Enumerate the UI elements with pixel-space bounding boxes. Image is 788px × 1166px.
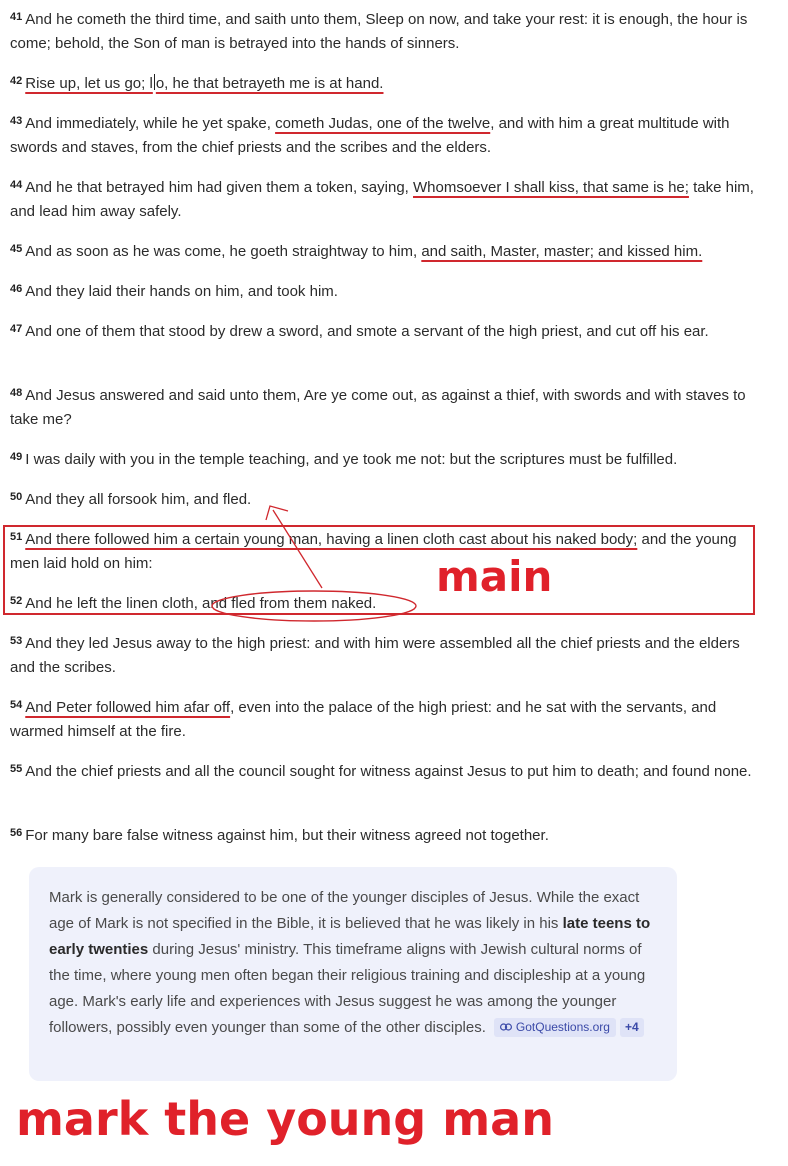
- verse-number: 49: [10, 451, 23, 463]
- circled-text: and fled from them naked.: [202, 595, 377, 612]
- ai-summary-text: [49, 885, 657, 1041]
- verse-text: , and with him a great multitude with swords and staves, from the chief priests and the scribes and the elders.: [10, 115, 730, 156]
- ai-summary-card: [29, 867, 677, 1081]
- verse-text: And he left the linen cloth,: [25, 595, 203, 612]
- verse-text: I was daily with you in the temple teaching, and ye took me not: but the scriptures must be fulfilled.: [25, 451, 678, 468]
- underlined-text: and saith, Master, master; and kissed him.: [421, 243, 703, 260]
- verse-text: For many bare false witness against him, but their witness agreed not together.: [25, 827, 549, 844]
- verse-47: [10, 320, 760, 344]
- underlined-text: cometh Judas, one of the twelve: [275, 115, 491, 132]
- source-label: GotQuestions.org: [515, 1019, 610, 1034]
- verse-text: And he that betrayed him had given them a token, saying,: [25, 179, 413, 196]
- ai-summary-text-part: Mark is generally considered to be one of the younger disciples of Jesus. While the exact age of Mark is not specified in the Bible, it is believed that he was likely in his: [49, 889, 640, 932]
- verse-number: 44: [10, 179, 23, 191]
- ai-summary-text-part: during Jesus' ministry. This timeframe aligns with Jewish cultural norms of the time, where young men often began their religious training and discipleship at a young age. Mark's early life and experiences with Jesus suggest he was among the younger followers, possibly even younger than some of the other disciples.: [49, 941, 646, 1036]
- verse-49: [10, 448, 760, 472]
- ai-summary-bold: late teens to early twenties: [49, 915, 651, 958]
- more-sources-chip[interactable]: +4: [620, 1018, 644, 1037]
- verse-number: 54: [10, 699, 23, 711]
- annotation-main-label: main: [436, 552, 553, 601]
- verse-text: And as soon as he was come, he goeth straightway to him,: [25, 243, 422, 260]
- verse-text: take him, and lead him away safely.: [10, 179, 754, 220]
- verse-41: [10, 8, 760, 56]
- verse-44: [10, 176, 760, 224]
- verse-text: , even into the palace of the high priest: and he sat with the servants, and warmed himself at the fire.: [10, 699, 717, 740]
- verse-number: 56: [10, 827, 23, 839]
- verse-number: 51: [10, 531, 23, 543]
- verse-text: And immediately, while he yet spake,: [25, 115, 276, 132]
- verse-number: 50: [10, 491, 23, 503]
- verse-43: [10, 112, 760, 160]
- verse-42: [10, 72, 760, 96]
- verse-text: And they all forsook him, and fled.: [25, 491, 252, 508]
- underlined-text: And there followed him a certain young man, having a linen cloth cast about his naked body;: [25, 531, 638, 548]
- verse-56: [10, 824, 760, 848]
- verse-text: And they laid their hands on him, and took him.: [25, 283, 338, 300]
- verse-text: And the chief priests and all the council sought for witness against Jesus to put him to death; and found none.: [25, 763, 752, 780]
- link-icon: [500, 1023, 512, 1031]
- verse-text: And they led Jesus away to the high priest: and with him were assembled all the chief priests and the elders and the scribes.: [10, 635, 740, 676]
- underlined-text: Whomsoever I shall kiss, that same is he;: [413, 179, 689, 196]
- text-cursor: [154, 74, 155, 90]
- verse-55: [10, 760, 760, 784]
- verse-number: 53: [10, 635, 23, 647]
- verse-number: 47: [10, 323, 23, 335]
- verse-46: [10, 280, 760, 304]
- underlined-text: o, he that betrayeth me is at hand.: [155, 75, 384, 92]
- annotation-box: [3, 525, 755, 615]
- verse-text: And he cometh the third time, and saith unto them, Sleep on now, and take your rest: it is enough, the hour is come; behold, the Son of man is betrayed into the hands of sinners.: [10, 11, 748, 52]
- underlined-text: And Peter followed him afar off: [25, 699, 231, 716]
- verse-number: 41: [10, 11, 23, 23]
- verse-number: 46: [10, 283, 23, 295]
- verse-53: [10, 632, 760, 680]
- verse-text: And Jesus answered and said unto them, Are ye come out, as against a thief, with swords and with staves to take me?: [10, 387, 746, 428]
- verse-number: 45: [10, 243, 23, 255]
- verse-number: 48: [10, 387, 23, 399]
- annotation-caption: mark the young man: [16, 1092, 554, 1146]
- verse-text: And one of them that stood by drew a sword, and smote a servant of the high priest, and cut off his ear.: [25, 323, 709, 340]
- verse-number: 43: [10, 115, 23, 127]
- verse-number: 42: [10, 75, 23, 87]
- verse-number: 52: [10, 595, 23, 607]
- verse-45: [10, 240, 760, 264]
- source-chip[interactable]: [494, 1018, 616, 1037]
- verse-54: [10, 696, 760, 744]
- verse-48: [10, 384, 760, 432]
- verse-50: [10, 488, 760, 512]
- verse-text: and the young men laid hold on him:: [10, 531, 737, 572]
- underlined-text: Rise up, let us go; l: [25, 75, 153, 92]
- verse-number: 55: [10, 763, 23, 775]
